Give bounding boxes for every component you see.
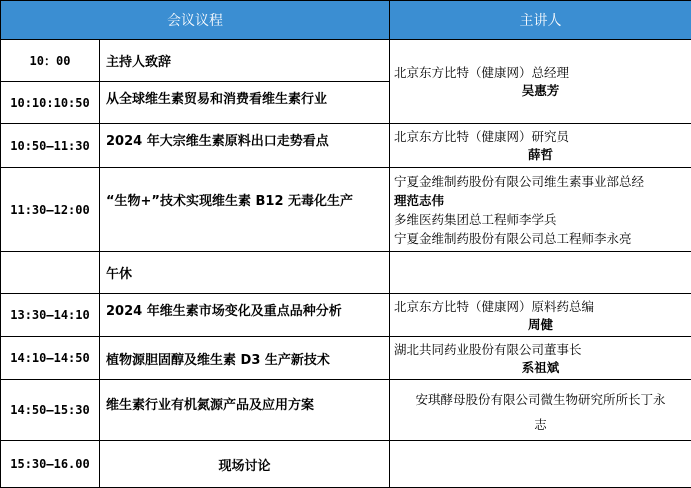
- session-speaker: [390, 124, 691, 168]
- session-speaker: [390, 252, 691, 294]
- session-time: 13:30–14:10: [1, 294, 100, 337]
- speaker-org: 北京东方比特（健康网）原料药总编: [394, 298, 595, 314]
- header-row: [1, 1, 691, 40]
- table-row: [1, 252, 691, 294]
- session-time: 11:30–12:00: [1, 168, 100, 252]
- session-time: 10:10:10:50: [1, 82, 100, 124]
- table-row: [1, 124, 691, 168]
- session-time: 14:10–14:50: [1, 337, 100, 380]
- session-time: 10：00: [1, 40, 100, 82]
- speaker-line: 宁夏金维制药股份有限公司维生素事业部总经: [394, 173, 645, 189]
- session-topic: 2024 年大宗维生素原料出口走势看点: [100, 124, 390, 168]
- speaker-line: 安琪酵母股份有限公司微生物研究所所长丁永: [415, 392, 666, 407]
- speaker-org: 北京东方比特（健康网）研究员: [394, 129, 570, 144]
- session-time: 10:50–11:30: [1, 124, 100, 168]
- session-speaker: [390, 40, 691, 124]
- session-time: [1, 252, 100, 294]
- session-speaker: [390, 294, 691, 337]
- speaker-line: 宁夏金维制药股份有限公司总工程师李永亮: [394, 230, 632, 246]
- table-row: [1, 168, 691, 252]
- table-row: [1, 40, 691, 82]
- speaker-line: 志: [534, 417, 547, 432]
- session-speaker: [390, 168, 691, 252]
- table-row: [1, 441, 691, 488]
- speaker-name: 吴惠芳: [521, 83, 560, 98]
- session-speaker: [390, 337, 691, 380]
- session-topic: 主持人致辞: [100, 40, 390, 82]
- session-speaker: [390, 380, 691, 441]
- session-time: 15:30–16.00: [1, 441, 100, 488]
- session-time: 14:50–15:30: [1, 380, 100, 441]
- session-topic: 从全球维生素贸易和消费看维生素行业: [100, 82, 390, 124]
- session-topic: 2024 年维生素市场变化及重点品种分析: [100, 294, 390, 337]
- table-row: [1, 337, 691, 380]
- session-topic: 午休: [100, 252, 390, 294]
- speaker-name: 薛哲: [527, 147, 553, 162]
- speaker-name: 系祖斌: [521, 359, 560, 375]
- agenda-column-header: 会议议程: [1, 1, 390, 40]
- table-row: [1, 380, 691, 441]
- speaker-line: 多维医药集团总工程师李学兵: [394, 211, 557, 227]
- session-topic: 维生素行业有机氮源产品及应用方案: [100, 380, 390, 441]
- session-topic: 植物源胆固醇及维生素 D3 生产新技术: [100, 337, 390, 380]
- speaker-column-header: 主讲人: [390, 1, 691, 40]
- session-topic: “生物+”技术实现维生素 B12 无毒化生产: [100, 168, 390, 252]
- session-speaker: [390, 441, 691, 488]
- speaker-name: 周健: [527, 316, 553, 332]
- speaker-org: 湖北共同药业股份有限公司董事长: [394, 341, 582, 357]
- speaker-line: 理范志伟: [394, 192, 445, 208]
- speaker-org: 北京东方比特（健康网）总经理: [394, 65, 570, 80]
- table-row: [1, 294, 691, 337]
- session-topic: 现场讨论: [100, 441, 390, 488]
